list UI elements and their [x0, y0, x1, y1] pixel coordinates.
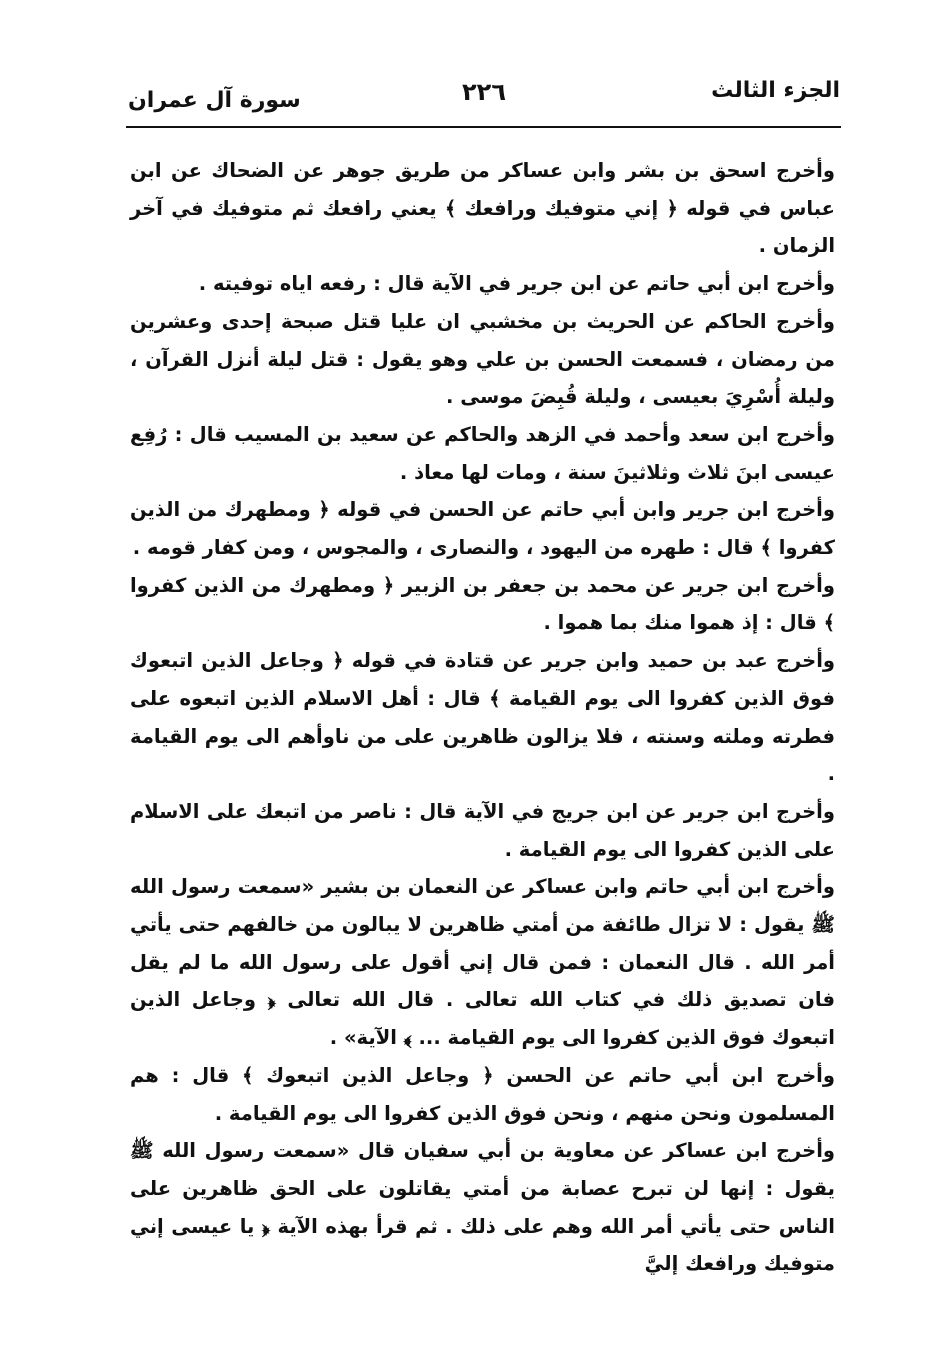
surah-title: سورة آل عمران	[128, 88, 301, 113]
paragraph: وأخرج ابن جرير عن محمد بن جعفر بن الزبير ﴿ ومطهرك من الذين كفروا ﴾ قال : إذ هموا منك بما هموا .	[130, 573, 835, 635]
main-text	[130, 152, 835, 1283]
paragraph: وأخرج الحاكم عن الحريث بن مخشبي ان عليا قتل صبحة إحدى وعشرين من رمضان ، فسمعت الحسن بن علي وهو يقول : قتل ليلة أنزل القرآن ، وليلة أُسْرِيَ بعيسى ، وليلة قُبِضَ موسى .	[130, 309, 835, 409]
header-rule	[126, 126, 841, 128]
paragraph: وأخرج ابن أبي حاتم وابن عساكر عن النعمان بن بشير «سمعت رسول الله ﷺ يقول : لا تزال طائفة من أمتي ظاهرين لا يبالون من خالفهم حتى يأتي أمر الله . قال النعمان : فمن قال إني أقول على رسول الله ما لم يقل فان تصديق ذلك في كتاب الله تعالى . قال الله تعالى ﴿ وجاعل الذين اتبعوك فوق الذين كفروا الى يوم القيامة ... ﴾ الآية» .	[130, 875, 835, 1050]
paragraph: وأخرج عبد بن حميد وابن جرير عن قتادة في قوله ﴿ وجاعل الذين اتبعوك فوق الذين كفروا الى يوم القيامة ﴾ قال : أهل الاسلام الذين اتبعوه على فطرته وملته وسنته ، فلا يزالون ظاهرين على من ناوأهم الى يوم القيامة .	[130, 649, 835, 786]
part-label: الجزء الثالث	[711, 78, 840, 103]
page-number: ٢٢٦	[462, 78, 506, 106]
running-header	[128, 78, 840, 122]
paragraph: وأخرج ابن أبي حاتم عن ابن جرير في الآية قال : رفعه اياه توفيته .	[198, 272, 835, 296]
paragraph: وأخرج ابن جرير عن ابن جريج في الآية قال : ناصر من اتبعك على الاسلام على الذين كفروا الى يوم القيامة .	[130, 799, 835, 861]
paragraph: وأخرج ابن عساكر عن معاوية بن أبي سفيان قال «سمعت رسول الله ﷺ يقول : إنها لن تبرح عصابة من أمتي يقاتلون على الحق ظاهرين على الناس حتى يأتي أمر الله وهم على ذلك . ثم قرأ بهذه الآية ﴿ يا عيسى إني متوفيك ورافعك إليَّ	[130, 1139, 835, 1276]
paragraph: وأخرج ابن جرير وابن أبي حاتم عن الحسن في قوله ﴿ ومطهرك من الذين كفروا ﴾ قال : طهره من اليهود ، والنصارى ، والمجوس ، ومن كفار قومه .	[130, 498, 835, 560]
paragraph: وأخرج ابن أبي حاتم عن الحسن ﴿ وجاعل الذين اتبعوك ﴾ قال : هم المسلمون ونحن منهم ، ونحن فوق الذين كفروا الى يوم القيامة .	[130, 1063, 835, 1125]
paragraph: وأخرج ابن سعد وأحمد في الزهد والحاكم عن سعيد بن المسيب قال : رُفِع عيسى ابنَ ثلاث وثلاثينَ سنة ، ومات لها معاذ .	[130, 422, 835, 484]
paragraph: وأخرج اسحق بن بشر وابن عساكر من طريق جوهر عن الضحاك عن ابن عباس في قوله ﴿ إني متوفيك ورافعك ﴾ يعني رافعك ثم متوفيك في آخر الزمان .	[130, 159, 835, 258]
